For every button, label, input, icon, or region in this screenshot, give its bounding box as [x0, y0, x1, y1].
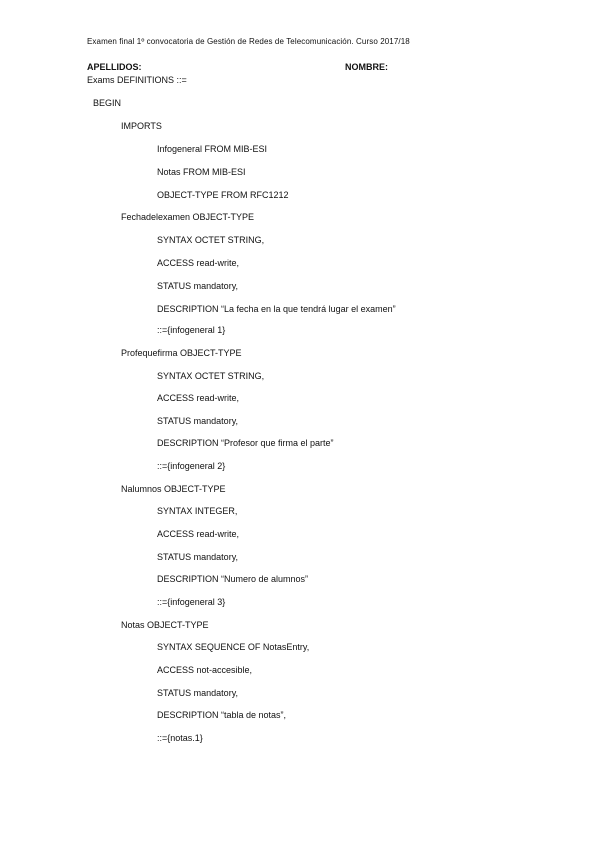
object-access-line: ACCESS not-accesible, — [157, 665, 253, 675]
object-syntax-line: SYNTAX INTEGER, — [157, 506, 238, 516]
import-line: OBJECT-TYPE FROM RFC1212 — [157, 190, 289, 200]
object-description-line: DESCRIPTION “La fecha en la que tendrá lugar el examen” — [157, 304, 396, 314]
object-syntax-line: SYNTAX OCTET STRING, — [157, 235, 265, 245]
object-type-header: Nalumnos OBJECT-TYPE — [121, 484, 226, 494]
mib-begin-keyword: BEGIN — [93, 98, 122, 108]
object-access-line: ACCESS read-write, — [157, 258, 240, 268]
mib-definitions-line: Exams DEFINITIONS ::= — [87, 75, 187, 85]
imports-keyword: IMPORTS — [121, 121, 162, 131]
object-status-line: STATUS mandatory, — [157, 552, 239, 562]
exam-header: Examen final 1º convocatoria de Gestión de Redes de Telecomunicación. Curso 2017/18 — [87, 37, 410, 46]
object-type-header: Profequefirma OBJECT-TYPE — [121, 348, 242, 358]
object-oid-line: ::={infogeneral 1} — [157, 325, 226, 335]
object-oid-line: ::={infogeneral 3} — [157, 597, 226, 607]
object-description-line: DESCRIPTION “Numero de alumnos” — [157, 574, 309, 584]
import-line: Notas FROM MIB-ESI — [157, 167, 246, 177]
object-oid-line: ::={notas.1} — [157, 733, 203, 743]
import-line: Infogeneral FROM MIB-ESI — [157, 144, 268, 154]
object-status-line: STATUS mandatory, — [157, 416, 239, 426]
object-access-line: ACCESS read-write, — [157, 529, 240, 539]
student-fields-row — [87, 62, 507, 74]
name-label: NOMBRE: — [345, 62, 388, 72]
object-syntax-line: SYNTAX SEQUENCE OF NotasEntry, — [157, 642, 310, 652]
object-description-line: DESCRIPTION “tabla de notas”, — [157, 710, 287, 720]
object-description-line: DESCRIPTION “Profesor que firma el parte” — [157, 438, 334, 448]
object-access-line: ACCESS read-write, — [157, 393, 240, 403]
surname-label: APELLIDOS: — [87, 62, 142, 72]
object-type-header: Notas OBJECT-TYPE — [121, 620, 209, 630]
object-type-header: Fechadelexamen OBJECT-TYPE — [121, 212, 255, 222]
object-oid-line: ::={infogeneral 2} — [157, 461, 226, 471]
object-status-line: STATUS mandatory, — [157, 281, 239, 291]
object-status-line: STATUS mandatory, — [157, 688, 239, 698]
object-syntax-line: SYNTAX OCTET STRING, — [157, 371, 265, 381]
